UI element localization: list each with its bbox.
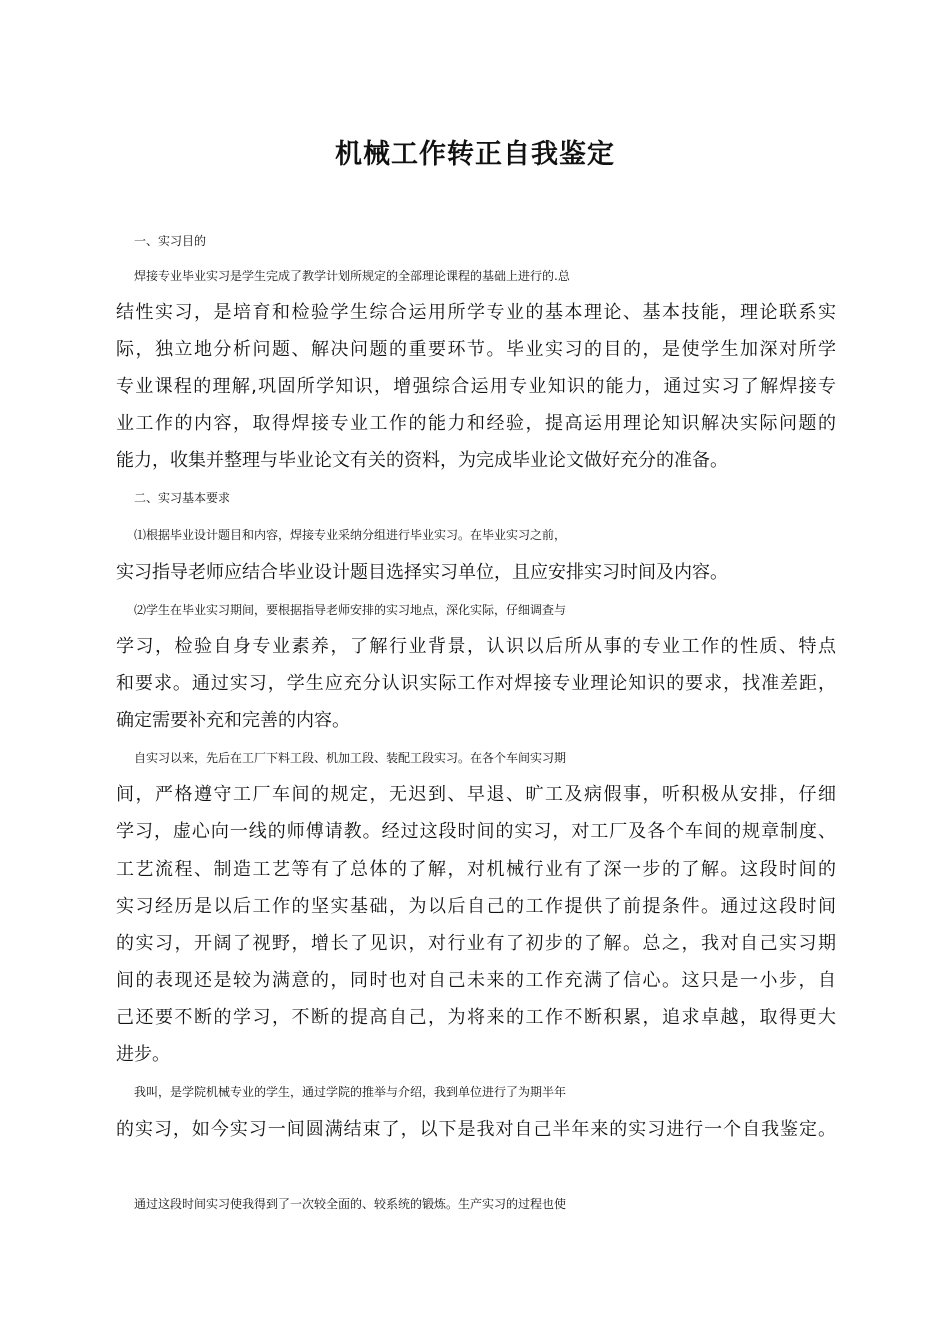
paragraph-line: 和要求。通过实习，学生应充分认识实际工作对焊接专业理论知识的要求，找准差距， bbox=[116, 673, 836, 694]
paragraph-line: 通过这段时间实习使我得到了一次较全面的、较系统的锻炼。生产实习的过程也使 bbox=[134, 1197, 567, 1211]
paragraph-line: 实习经历是以后工作的坚实基础，为以后自己的工作提供了前提条件。通过这段时间 bbox=[116, 896, 836, 917]
paragraph-line: 间，严格遵守工厂车间的规定，无迟到、早退、旷工及病假事，听积极从安排，仔细 bbox=[116, 784, 836, 805]
paragraph-line: 的实习，如今实习一间圆满结束了，以下是我对自己半年来的实习进行一个自我鉴定。 bbox=[116, 1119, 836, 1140]
paragraph-line: 结性实习，是培育和检验学生综合运用所学专业的基本理论、基本技能，理论联系实 bbox=[116, 302, 836, 323]
paragraph-line: 能力，收集并整理与毕业论文有关的资料，为完成毕业论文做好充分的准备。 bbox=[116, 450, 728, 471]
paragraph-line: ⑴根据毕业设计题目和内容，焊接专业采纳分组进行毕业实习。在毕业实习之前， bbox=[134, 528, 567, 542]
document-title: 机械工作转正自我鉴定 bbox=[335, 139, 615, 170]
paragraph-line: 学习，虚心向一线的师傅请教。经过这段时间的实习，对工厂及各个车间的规章制度、 bbox=[116, 821, 836, 842]
paragraph-line: 进步。 bbox=[116, 1044, 170, 1065]
section-heading-requirements: 二、实习基本要求 bbox=[134, 491, 231, 505]
section-heading-purpose: 一、实习目的 bbox=[134, 234, 207, 248]
paragraph-line: 确定需要补充和完善的内容。 bbox=[116, 710, 350, 731]
paragraph-line: 业工作的内容，取得焊接专业工作的能力和经验，提高运用理论知识解决实际问题的 bbox=[116, 413, 836, 434]
paragraph-line: 际，独立地分析问题、解决问题的重要环节。毕业实习的目的，是使学生加深对所学 bbox=[116, 339, 836, 360]
paragraph-line: 自实习以来，先后在工厂下料工段、机加工段、装配工段实习。在各个车间实习期 bbox=[134, 751, 567, 765]
paragraph-line: 专业课程的理解,巩固所学知识，增强综合运用专业知识的能力，通过实习了解焊接专 bbox=[116, 376, 836, 397]
paragraph-line: 己还要不断的学习，不断的提高自己，为将来的工作不断积累，追求卓越，取得更大 bbox=[116, 1007, 836, 1028]
paragraph-line: 间的表现还是较为满意的，同时也对自己未来的工作充满了信心。这只是一小步，自 bbox=[116, 970, 836, 991]
paragraph-line: 的实习，开阔了视野，增长了见识，对行业有了初步的了解。总之，我对自己实习期 bbox=[116, 933, 836, 954]
paragraph-line: 工艺流程、制造工艺等有了总体的了解，对机械行业有了深一步的了解。这段时间的 bbox=[116, 859, 836, 880]
paragraph-line: ⑵学生在毕业实习期间，要根据指导老师安排的实习地点，深化实际，仔细调查与 bbox=[134, 603, 567, 617]
paragraph-line: 焊接专业毕业实习是学生完成了教学计划所规定的全部理论课程的基础上进行的.总 bbox=[134, 269, 570, 283]
paragraph-line: 实习指导老师应结合毕业设计题目选择实习单位，且应安排实习时间及内容。 bbox=[116, 562, 728, 583]
paragraph-line: 我叫，是学院机械专业的学生，通过学院的推举与介绍，我到单位进行了为期半年 bbox=[134, 1085, 567, 1099]
paragraph-line: 学习，检验自身专业素养，了解行业背景，认识以后所从事的专业工作的性质、特点 bbox=[116, 636, 836, 657]
